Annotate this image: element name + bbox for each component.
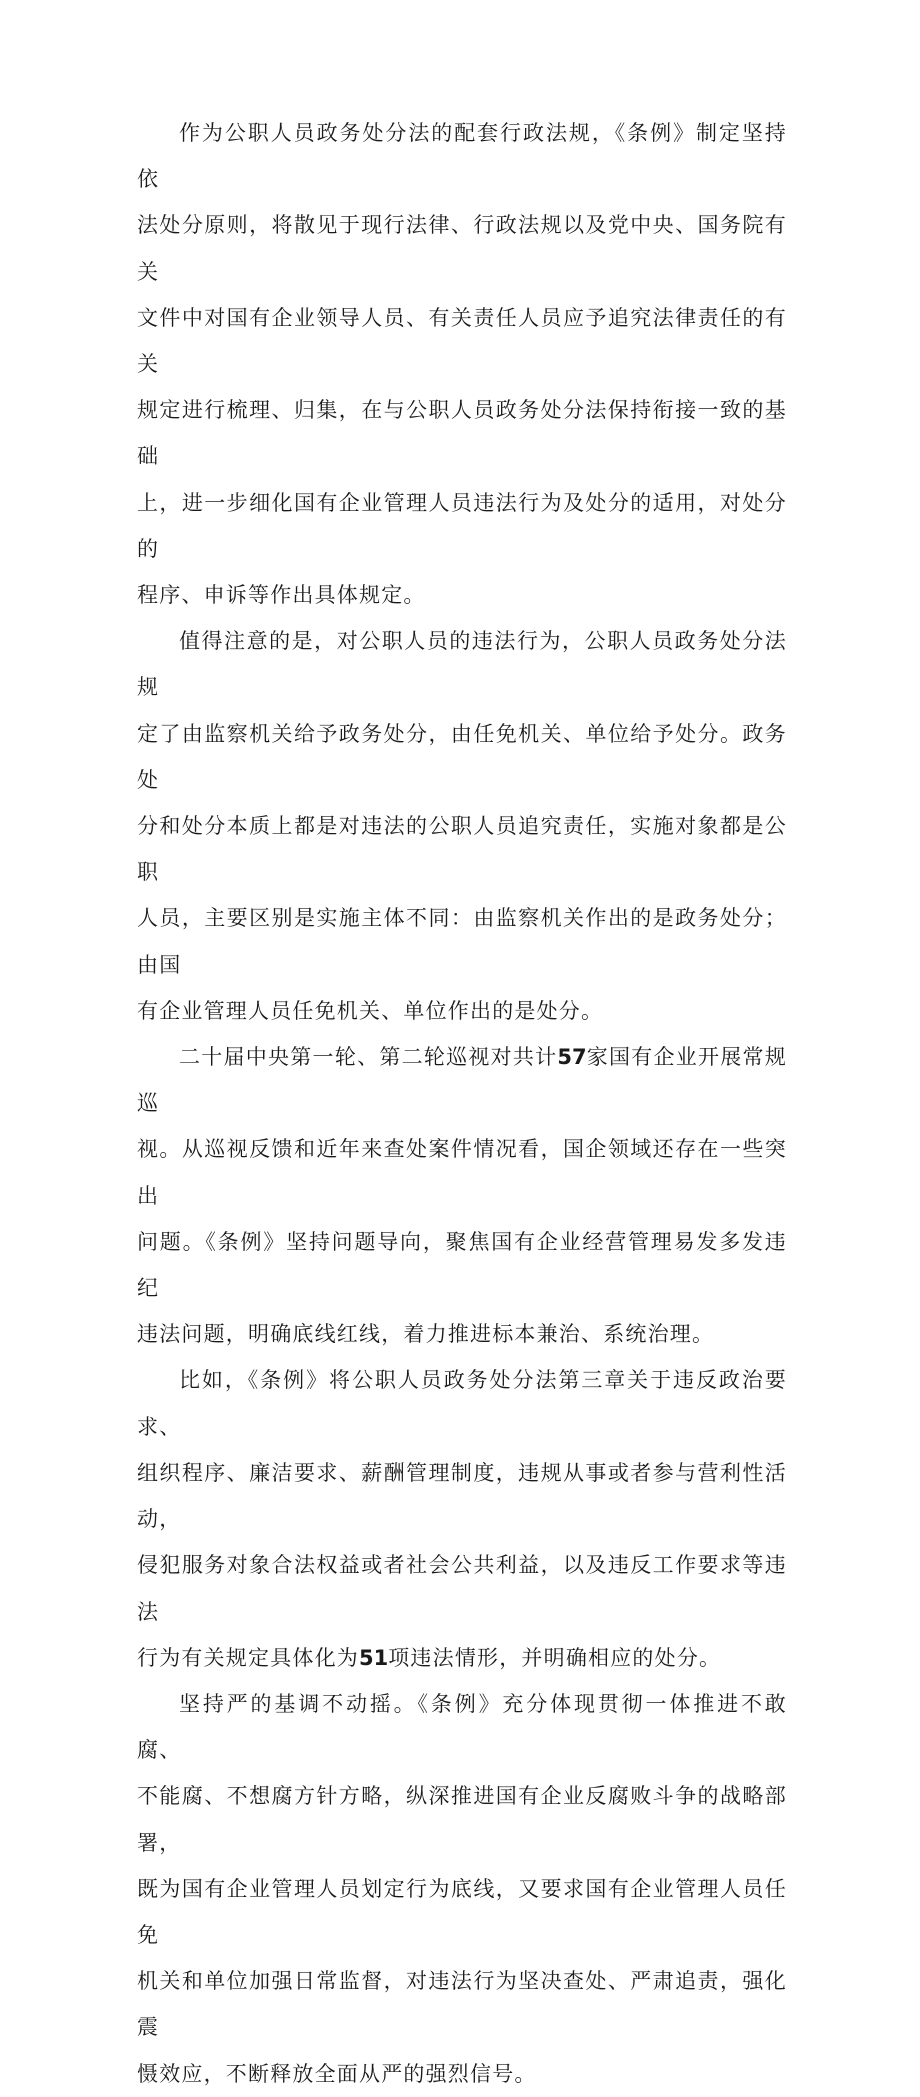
paragraph-disciplinary-distinction [137,618,787,1034]
text-line: 既为国有企业管理人员划定行为底线，又要求国有企业管理人员任免 [137,1876,787,1947]
text-line: 组织程序、廉洁要求、薪酬管理制度，违规从事或者参与营利性活动， [137,1460,787,1532]
text-line: 不能腐、不想腐方针方略，纵深推进国有企业反腐败斗争的战略部署， [137,1784,787,1855]
text-line [137,1034,787,1126]
text-line: 上，进一步细化国有企业管理人员违法行为及处分的适用，对处分的 [137,490,787,561]
text-line: 文件中对国有企业领导人员、有关责任人员应予追究法律责任的有关 [137,305,787,377]
enterprise-count: 57 [557,1045,587,1070]
example-text-after: 项违法情形，并明确相应的处分。 [388,1645,722,1670]
paragraph-example [137,1357,787,1680]
text-line: 比如，《条例》将公职人员政务处分法第三章关于违反政治要求、 [137,1368,787,1439]
text-line: 作为公职人员政务处分法的配套行政法规，《条例》制定坚持依 [137,121,787,192]
paragraph-legal-basis [137,110,787,618]
text-line: 慑效应，不断释放全面从严的强烈信号。 [137,2061,537,2086]
text-line: 有企业管理人员任免机关、单位作出的是处分。 [137,998,604,1023]
text-line: 机关和单位加强日常监督，对违法行为坚决查处、严肃追责，强化震 [137,1969,787,2040]
violation-count: 51 [359,1645,389,1670]
paragraph-strict-tone [137,1681,787,2097]
text-line: 视。从巡视反馈和近年来查处案件情况看，国企领域还存在一些突出 [137,1137,787,1208]
paragraph-inspection [137,1034,787,1357]
text-line: 程序、申诉等作出具体规定。 [137,583,426,608]
example-text-before: 行为有关规定具体化为 [137,1645,359,1670]
text-line [137,1635,787,1681]
text-line: 值得注意的是，对公职人员的违法行为，公职人员政务处分法规 [137,629,787,700]
text-line: 问题。《条例》坚持问题导向，聚焦国有企业经营管理易发多发违纪 [137,1229,787,1301]
article-body [137,110,787,2097]
text-line: 分和处分本质上都是对违法的公职人员追究责任，实施对象都是公职 [137,814,787,885]
text-line: 定了由监察机关给予政务处分，由任免机关、单位给予处分。政务处 [137,721,787,792]
text-line: 违法问题，明确底线红线，着力推进标本兼治、系统治理。 [137,1322,715,1347]
inspection-text-before: 二十届中央第一轮、第二轮巡视对共计 [179,1045,558,1070]
text-line: 规定进行梳理、归集，在与公职人员政务处分法保持衔接一致的基础 [137,398,787,469]
text-line: 法处分原则，将散见于现行法律、行政法规以及党中央、国务院有关 [137,213,787,284]
inspection-text-after: 家国有企业开展常规巡 [137,1045,787,1116]
text-line: 坚持严的基调不动摇。《条例》充分体现贯彻一体推进不敢腐、 [137,1691,787,1763]
text-line: 人员，主要区别是实施主体不同：由监察机关作出的是政务处分；由国 [137,906,787,977]
text-line: 侵犯服务对象合法权益或者社会公共利益，以及违反工作要求等违法 [137,1553,787,1624]
